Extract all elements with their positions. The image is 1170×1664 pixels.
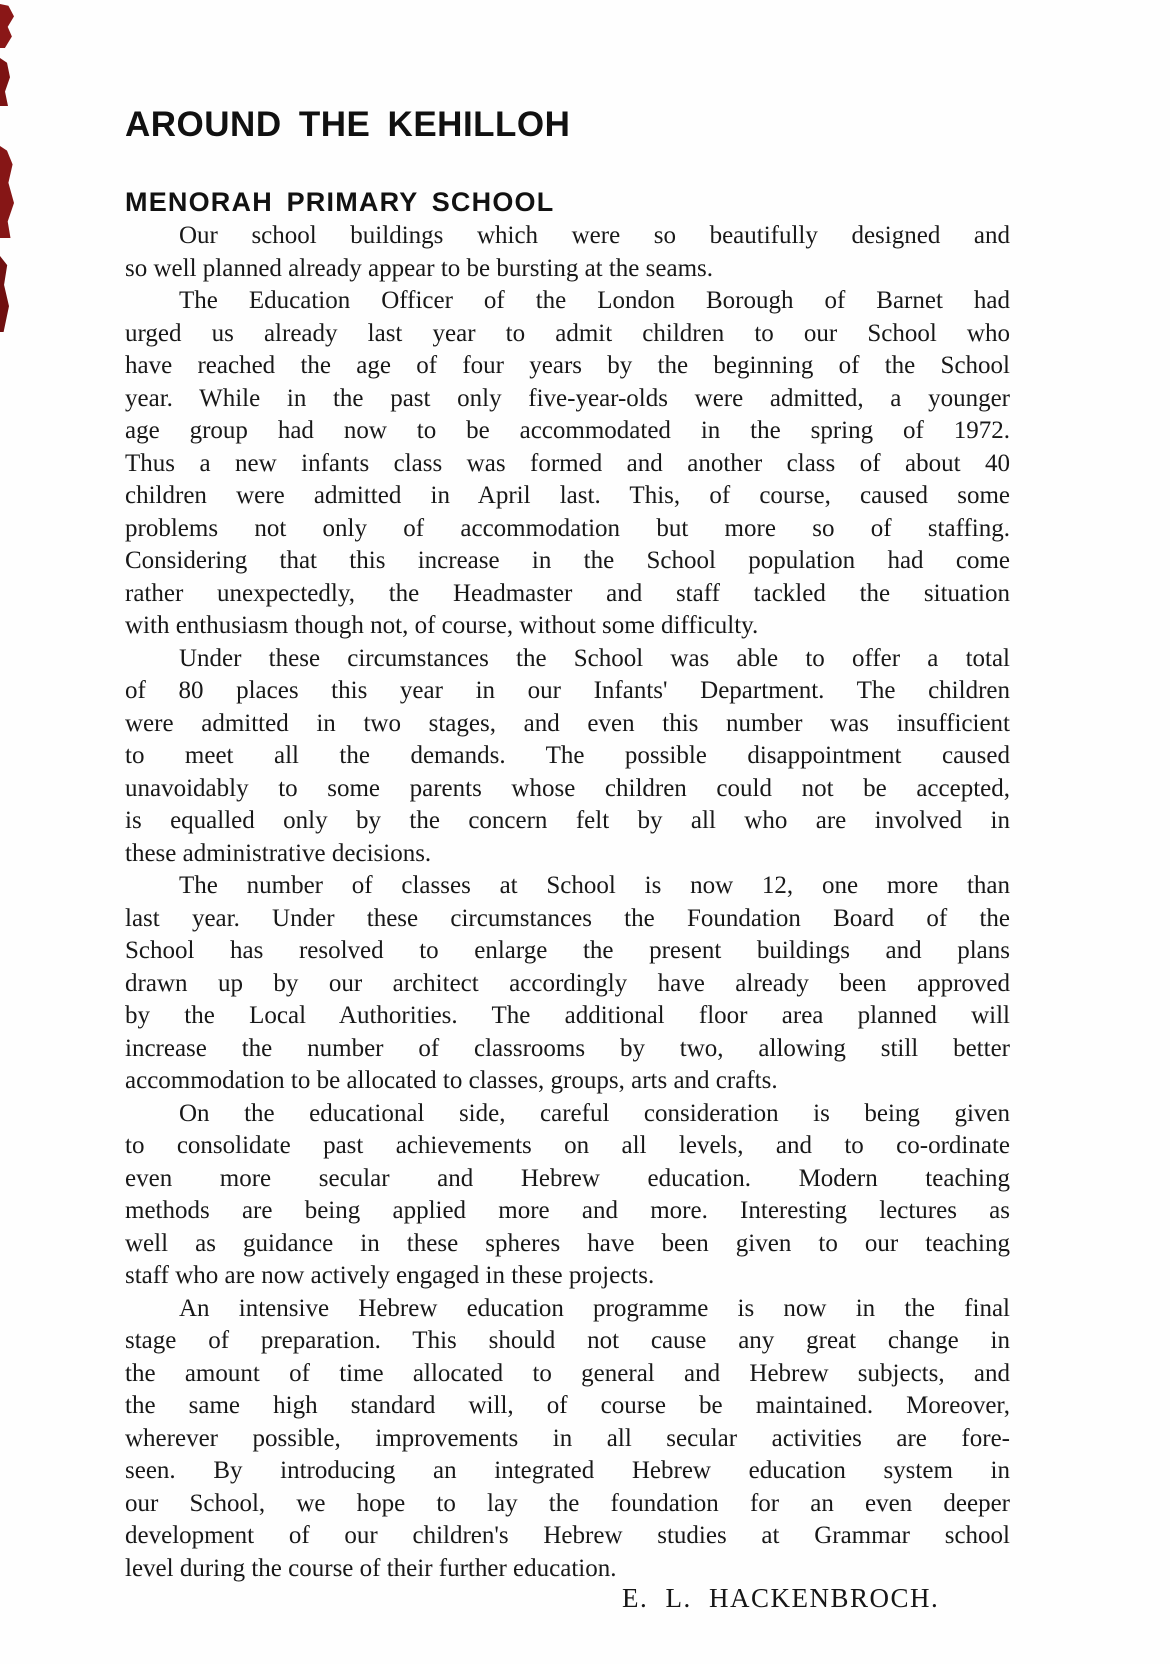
text-line: seen. By introducing an integrated Hebrew education system in [125,1457,1010,1484]
text-line: were admitted in two stages, and even this number was insufficient [125,709,1010,737]
text-line: these administrative decisions. [125,839,432,867]
text-line: so well planned already appear to be bursting at the seams. [125,254,714,282]
article-body [125,220,1010,1585]
text-line: Our school buildings which were so beautifully designed and [179,222,1010,249]
text-line: last year. Under these circumstances the Foundation Board of the [125,904,1010,932]
text-line: the same high standard will, of course be maintained. Moreover, [125,1392,1010,1419]
text-line: School has resolved to enlarge the present buildings and plans [125,937,1010,964]
binding-edge-mark [0,146,14,238]
binding-edge-mark [0,256,9,332]
text-line: stage of preparation. This should not cause any great change in [125,1327,1010,1354]
text-line: unavoidably to some parents whose children could not be accepted, [125,774,1010,802]
text-line: to meet all the demands. The possible disappointment caused [125,742,1010,769]
text-line: the amount of time allocated to general and Hebrew subjects, and [125,1359,1010,1387]
text-line: staff who are now actively engaged in these projects. [125,1262,655,1289]
text-line: On the educational side, careful consideration is being given [179,1099,1010,1127]
text-line: age group had now to be accommodated in the spring of 1972. [125,417,1010,444]
text-line: methods are being applied more and more. Interesting lectures as [125,1197,1010,1224]
text-line: The Education Officer of the London Borough of Barnet had [179,287,1010,314]
paragraph [125,285,1010,643]
text-line: by the Local Authorities. The additional floor area planned will [125,1002,1010,1029]
paragraph [125,870,1010,1098]
text-line: The number of classes at School is now 12, one more than [179,872,1010,899]
text-line: problems not only of accommodation but more so of staffing. [125,514,1010,542]
text-line: year. While in the past only five-year-olds were admitted, a younger [125,384,1010,412]
binding-edge-mark [0,4,14,48]
text-line: Thus a new infants class was formed and another class of about 40 [125,449,1010,477]
paragraph [125,1293,1010,1586]
text-line: rather unexpectedly, the Headmaster and staff tackled the situation [125,579,1010,607]
text-line: well as guidance in these spheres have been given to our teaching [125,1229,1010,1257]
text-line: is equalled only by the concern felt by all who are involved in [125,807,1010,834]
binding-edge-mark [0,58,10,106]
text-line: development of our children's Hebrew studies at Grammar school [125,1522,1010,1549]
paragraph [125,1098,1010,1293]
text-line: An intensive Hebrew education programme is now in the final [179,1294,1010,1322]
text-line: accommodation to be allocated to classes, groups, arts and crafts. [125,1067,778,1094]
text-line: of 80 places this year in our Infants' Department. The children [125,677,1010,704]
text-line: increase the number of classrooms by two, allowing still better [125,1034,1010,1062]
text-line: our School, we hope to lay the foundation for an even deeper [125,1489,1010,1517]
text-line: Considering that this increase in the School population had come [125,547,1010,574]
text-line: wherever possible, improvements in all secular activities are fore- [125,1424,1010,1452]
signature: E. L. HACKENBROCH. [622,1583,940,1613]
text-line: urged us already last year to admit children to our School who [125,319,1010,347]
text-line: even more secular and Hebrew education. Modern teaching [125,1164,1010,1192]
paragraph [125,643,1010,871]
text-line: drawn up by our architect accordingly have already been approved [125,969,1010,997]
page-title: AROUND THE KEHILLOH [125,105,571,145]
text-line: to consolidate past achievements on all levels, and to co-ordinate [125,1132,1010,1159]
text-line: children were admitted in April last. This, of course, caused some [125,482,1010,509]
text-line: with enthusiasm though not, of course, without some difficulty. [125,612,759,639]
text-line: level during the course of their further education. [125,1554,617,1582]
paragraph [125,220,1010,285]
text-line: have reached the age of four years by the beginning of the School [125,352,1010,379]
text-line: Under these circumstances the School was able to offer a total [179,644,1010,672]
section-heading: MENORAH PRIMARY SCHOOL [125,187,555,218]
